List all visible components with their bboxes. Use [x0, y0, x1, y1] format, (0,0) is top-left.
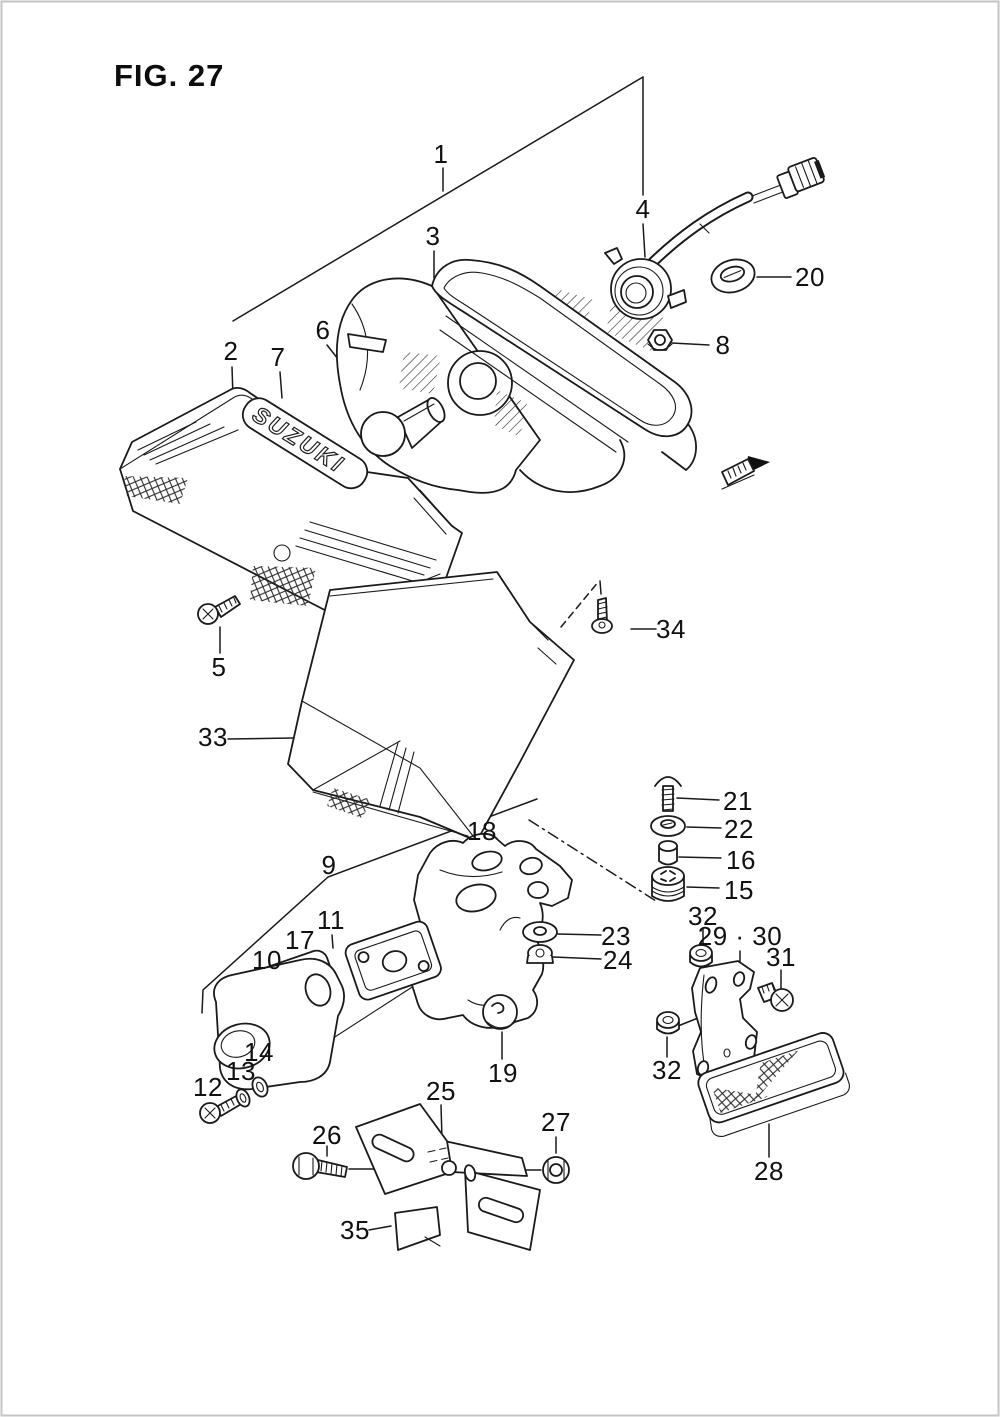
part-label-24: 24 [603, 945, 633, 975]
washer-23 [523, 922, 557, 942]
part-label-4: 4 [635, 194, 651, 224]
part-label-31: 31 [766, 942, 796, 972]
figure-title: FIG. 27 [114, 58, 225, 93]
part-label-6: 6 [315, 315, 331, 345]
wiring-harness [652, 183, 788, 263]
part-label-22: 22 [724, 814, 754, 844]
grommet-20 [707, 255, 758, 298]
part-label-11: 11 [317, 905, 345, 935]
part-label-19: 19 [488, 1058, 518, 1088]
part-label-3: 3 [425, 221, 441, 251]
nut-8 [648, 330, 672, 350]
part-label-14: 14 [244, 1037, 274, 1067]
spacer-16 [659, 841, 677, 865]
nut-24 [527, 945, 553, 963]
part-label-32: 32 [652, 1055, 682, 1085]
washer-22 [651, 816, 685, 836]
part-label-8: 8 [715, 330, 731, 360]
part-label-20: 20 [795, 262, 825, 292]
part-label-9: 9 [321, 850, 337, 880]
part-label-28: 28 [754, 1156, 784, 1186]
part-label-32: 32 [688, 901, 718, 931]
nut-32-lower [657, 1012, 679, 1034]
part-label-33: 33 [198, 722, 228, 752]
bolt-26 [293, 1153, 347, 1179]
mount-screw-21 [655, 777, 681, 811]
part-label-16: 16 [726, 845, 756, 875]
part-label-5: 5 [211, 652, 227, 682]
part-label-10: 10 [252, 945, 282, 975]
grommet-19 [483, 995, 517, 1029]
screw-31 [758, 983, 793, 1011]
bulb-socket [605, 248, 686, 319]
part-label-23: 23 [601, 921, 631, 951]
part-label-25: 25 [426, 1076, 456, 1106]
part-label-26: 26 [312, 1120, 342, 1150]
connector [775, 156, 827, 198]
part-label-12: 12 [193, 1072, 223, 1102]
pad-35 [395, 1207, 440, 1250]
grommet-15 [652, 867, 684, 901]
part-label-18: 18 [467, 816, 497, 846]
part-label-1: 1 [433, 139, 449, 169]
part-label-35: 35 [340, 1215, 370, 1245]
nut-27 [543, 1157, 569, 1183]
screw-34 [592, 598, 612, 633]
part-label-15: 15 [724, 875, 754, 905]
screw-5 [198, 596, 240, 624]
part-label-29-30: 29 · 30 [697, 921, 783, 951]
part-label-17: 17 [285, 925, 315, 955]
forward-arrow-icon [722, 456, 770, 489]
part-label-34: 34 [656, 614, 686, 644]
part-label-2: 2 [223, 336, 239, 366]
part-label-7: 7 [270, 342, 286, 372]
part-label-27: 27 [541, 1107, 571, 1137]
emblem-text: SUZUKI [248, 400, 350, 478]
part-label-21: 21 [723, 786, 753, 816]
part-label-13: 13 [226, 1056, 256, 1086]
